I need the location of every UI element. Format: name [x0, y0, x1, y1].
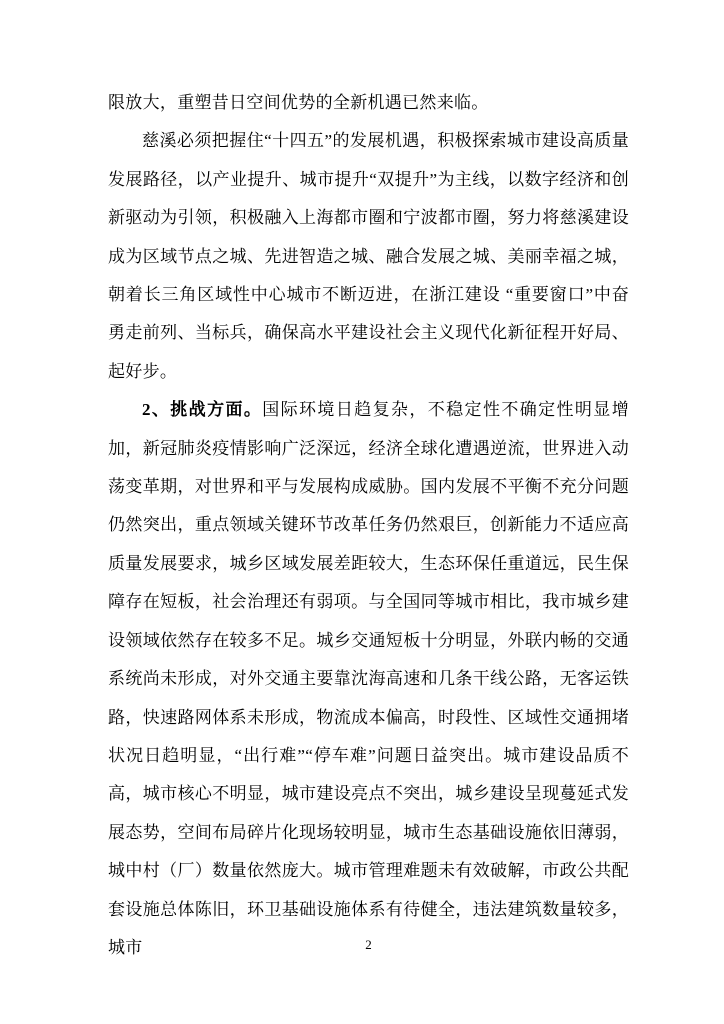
page-footer: [108, 936, 629, 954]
paragraph-challenges-text: 国际环境日趋复杂，不稳定性不确定性明显增加，新冠肺炎疫情影响广泛深远，经济全球化遭遇逆流，世界进入动荡变革期，对世界和平与发展构成威胁。国内发展不平衡不充分问题仍然突出，重点领域关键环节改革任务仍然艰巨，创新能力不适应高质量发展要求，城乡区域发展差距较大，生态环保任重道远，民生保障存在短板，社会治理还有弱项。与全国同等城市相比，我市城乡建设领域依然存在较多不足。城乡交通短板十分明显，外联内畅的交通系统尚未形成，对外交通主要靠沈海高速和几条干线公路，无客运铁路，快速路网体系未形成，物流成本偏高，时段性、区域性交通拥堵状况日趋明显，“出行难”“停车难”问题日益突出。城市建设品质不高，城市核心不明显，城市建设亮点不突出，城乡建设呈现蔓延式发展态势，空间布局碎片化现场较明显，城市生态基础设施依旧薄弱，城中村（厂）数量依然庞大。城市管理难题未有效破解，市政公共配套设施总体陈旧，环卫基础设施体系有待健全，违法建筑数量较多，城市: [108, 400, 629, 957]
paragraph-continuation: 限放大，重塑昔日空间优势的全新机遇已然来临。: [108, 93, 489, 112]
document-body: [108, 84, 629, 967]
paragraph-challenges-heading: 2、挑战方面。: [142, 400, 263, 420]
paragraph-opportunity: 慈溪必须把握住“十四五”的发展机遇，积极探索城市建设高质量发展路径，以产业提升、城市提升“双提升”为主线，以数字经济和创新驱动为引领，积极融入上海都市圈和宁波都市圈，努力将慈溪建设成为区域节点之城、先进智造之城、融合发展之城、美丽幸福之城，朝着长三角区域性中心城市不断迈进，在浙江建设 “重要窗口”中奋勇走前列、当标兵，确保高水平建设社会主义现代化新征程开好局、起好步。: [108, 131, 629, 381]
page-number: 2: [365, 937, 372, 952]
paragraph-challenges: [108, 391, 629, 967]
